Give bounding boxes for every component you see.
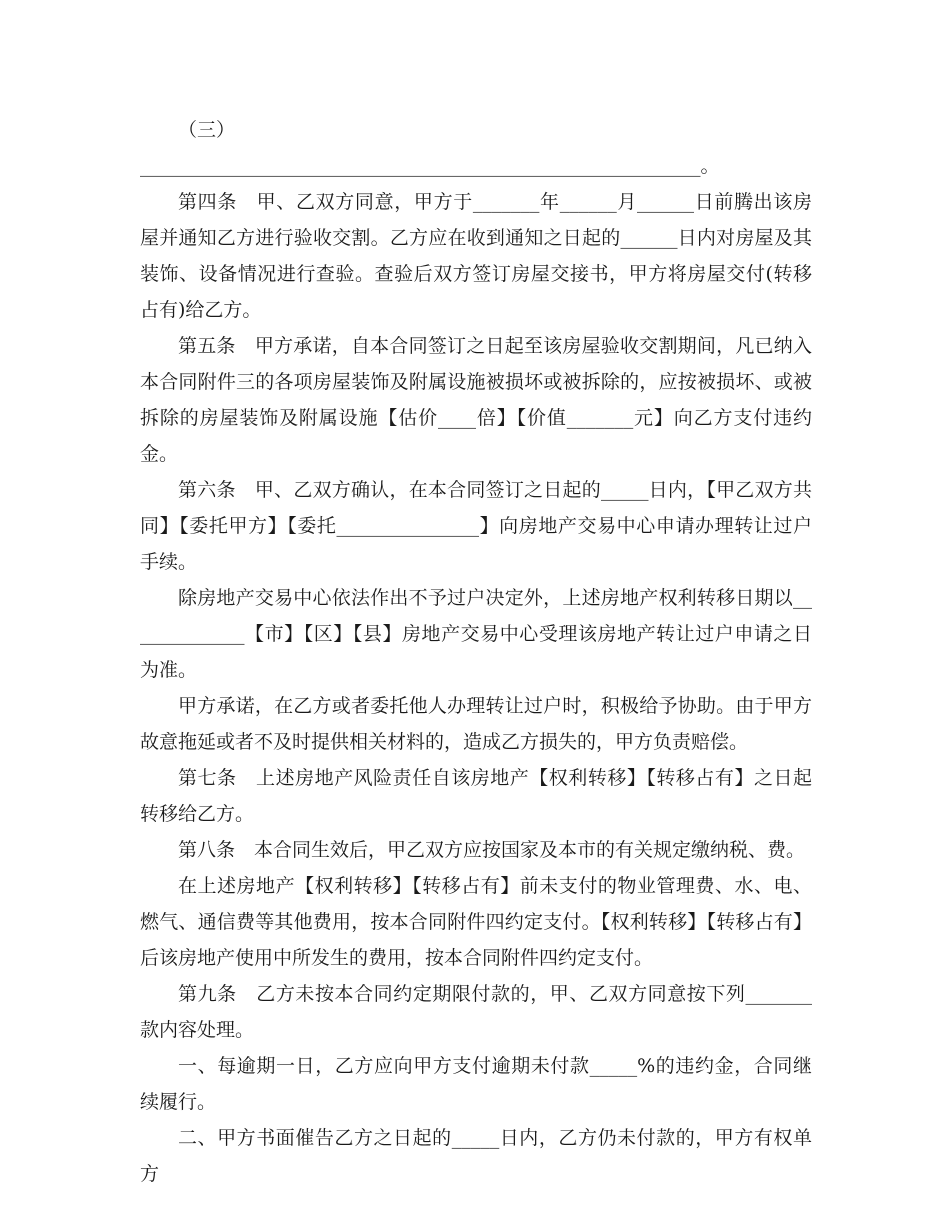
article-9-clause-2: 二、甲方书面催告乙方之日起的_____日内，乙方仍未付款的，甲方有权单方 bbox=[140, 1127, 812, 1185]
article-4: 第四条 甲、乙双方同意，甲方于_______年______月______日前腾出该房屋并通知乙方进行验收交割。乙方应在收到通知之日起的______日内对房屋及其装饰、设备情况进行查验。查验后双方签订房屋交接书，甲方将房屋交付(转移占有)给乙方。 bbox=[140, 191, 812, 321]
article-8-fees: 在上述房地产【权利转移】【转移占有】前未支付的物业管理费、水、电、燃气、通信费等其他费用，按本合同附件四约定支付。【权利转移】【转移占有】后该房地产使用中所发生的费用，按本合同附件四约定支付。 bbox=[140, 875, 812, 969]
article-7: 第七条 上述房地产风险责任自该房地产【权利转移】【转移占有】之日起转移给乙方。 bbox=[140, 767, 812, 825]
article-5: 第五条 甲方承诺，自本合同签订之日起至该房屋验收交割期间，凡已纳入本合同附件三的各项房屋装饰及附属设施被损坏或被拆除的，应按被损坏、或被拆除的房屋装饰及附属设施【估价____倍】【价值_______元】向乙方支付违约金。 bbox=[140, 335, 812, 465]
section-marker: （三） bbox=[178, 119, 236, 141]
article-6-transfer-date: 除房地产交易中心依法作出不予过户决定外，上述房地产权利转移日期以_____________【市】【区】【县】房地产交易中心受理该房地产转让过户申请之日为准。 bbox=[140, 587, 812, 681]
contract-body bbox=[140, 112, 812, 1192]
article-8: 第八条 本合同生效后，甲乙双方应按国家及本市的有关规定缴纳税、费。 bbox=[178, 839, 806, 861]
article-9: 第九条 乙方未按本合同约定期限付款的，甲、乙双方同意按下列_______款内容处理。 bbox=[140, 983, 812, 1041]
article-9-clause-1: 一、每逾期一日，乙方应向甲方支付逾期未付款_____%的违约金，合同继续履行。 bbox=[140, 1055, 812, 1113]
blank-line: ___________________________________________________________。 bbox=[140, 155, 720, 177]
article-6-party-a-commitment: 甲方承诺，在乙方或者委托他人办理转让过户时，积极给予协助。由于甲方故意拖延或者不及时提供相关材料的，造成乙方损失的，甲方负责赔偿。 bbox=[140, 695, 812, 753]
article-6: 第六条 甲、乙双方确认，在本合同签订之日起的_____日内，【甲乙双方共同】【委托甲方】【委托_______________】向房地产交易中心申请办理转让过户手续。 bbox=[140, 479, 812, 573]
